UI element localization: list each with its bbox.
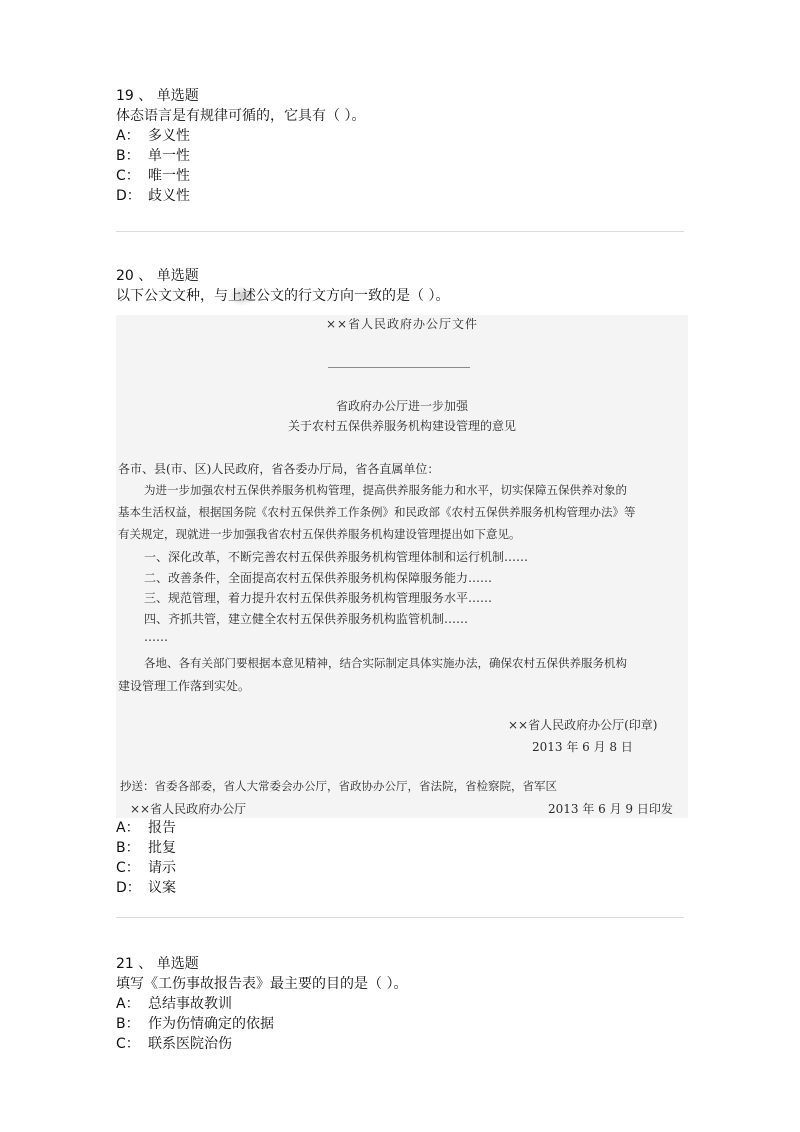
question-stem: 填写《工伤事故报告表》最主要的目的是（ ）。 [116, 976, 408, 992]
option-text: 多义性 [148, 128, 190, 144]
option-key: B： [116, 1016, 140, 1032]
doc-closing-line: 建设管理工作落到实处。 [118, 679, 251, 693]
option-text: 单一性 [148, 148, 190, 164]
option-b[interactable] [116, 1014, 686, 1034]
question-stem: 体态语言是有规律可循的，它具有（ ）。 [116, 108, 366, 124]
doc-letterhead: ××省人民政府办公厅文件 [325, 317, 479, 331]
doc-divider-line [328, 367, 470, 368]
question-header: 20 、 单选题 [116, 268, 199, 284]
option-key: C： [116, 860, 140, 876]
question-divider [116, 917, 684, 918]
option-text: 作为伤情确定的依据 [148, 1016, 274, 1032]
doc-paragraph-line: 有关规定，现就进一步加强我省农村五保供养服务机构建设管理提出如下意见。 [118, 527, 521, 541]
official-document-image [116, 315, 688, 818]
option-key: C： [116, 168, 140, 184]
question-21 [116, 954, 686, 1054]
option-b[interactable] [116, 146, 686, 166]
doc-title-line-1: 省政府办公厅进一步加强 [335, 399, 468, 413]
option-key: A： [116, 996, 140, 1012]
stem-smudged-word: 上述 [228, 288, 256, 304]
option-c[interactable] [116, 858, 686, 878]
option-b[interactable] [116, 838, 686, 858]
doc-signer: ××省人民政府办公厅(印章) [508, 718, 658, 732]
option-text: 议案 [148, 880, 176, 896]
option-d[interactable] [116, 878, 686, 898]
question-stem [116, 286, 686, 306]
doc-item: 三、规范管理，着力提升农村五保供养服务机构管理服务水平…… [144, 591, 493, 605]
doc-cc-line: 抄送：省委各部委，省人大常委会办公厅，省政协办公厅，省法院，省检察院，省军区 [120, 779, 557, 793]
option-text: 总结事故教训 [148, 996, 232, 1012]
option-d[interactable] [116, 186, 686, 206]
option-text: 联系医院治伤 [148, 1036, 232, 1052]
option-key: D： [116, 188, 141, 204]
option-a[interactable] [116, 126, 686, 146]
question-header: 19 、 单选题 [116, 88, 199, 104]
option-key: C： [116, 1036, 140, 1052]
option-text: 歧义性 [148, 188, 190, 204]
doc-sign-date: 2013 年 6 月 8 日 [532, 740, 633, 754]
option-a[interactable] [116, 818, 686, 838]
option-text: 批复 [148, 840, 176, 856]
doc-ellipsis: …… [144, 630, 168, 644]
question-20-options [116, 818, 686, 898]
option-text: 请示 [148, 860, 176, 876]
doc-paragraph-line: 为进一步加强农村五保供养服务机构管理，提高供养服务能力和水平，切实保障五保供养对象的 [144, 483, 627, 497]
doc-title-line-2: 关于农村五保供养服务机构建设管理的意见 [287, 419, 516, 433]
option-text: 报告 [148, 820, 176, 836]
doc-print-date: 2013 年 6 月 9 日印发 [548, 802, 673, 816]
question-19 [116, 86, 686, 206]
doc-item: 一、深化改革，不断完善农村五保供养服务机构管理体制和运行机制…… [144, 550, 529, 564]
doc-issuer: ××省人民政府办公厅 [130, 802, 247, 816]
option-key: D： [116, 880, 141, 896]
option-key: B： [116, 840, 140, 856]
option-c[interactable] [116, 1034, 686, 1054]
stem-part: 以下公文文种，与 [116, 288, 228, 304]
doc-item: 二、改善条件，全面提高农村五保供养服务机构保障服务能力…… [144, 571, 493, 585]
question-divider [116, 231, 684, 232]
option-text: 唯一性 [148, 168, 190, 184]
doc-addressee: 各市、县(市、区)人民政府，省各委办厅局，省各直属单位： [118, 462, 440, 476]
stem-part: 公文的行文方向一致的是（ ）。 [256, 288, 450, 304]
doc-item: 四、齐抓共管，建立健全农村五保供养服务机构监管机制…… [144, 612, 469, 626]
option-a[interactable] [116, 994, 686, 1014]
option-key: A： [116, 128, 140, 144]
question-header: 21 、 单选题 [116, 956, 199, 972]
question-20 [116, 266, 686, 306]
option-key: A： [116, 820, 140, 836]
doc-closing-line: 各地、各有关部门要根据本意见精神，结合实际制定具体实施办法，确保农村五保供养服务机构 [144, 656, 627, 670]
option-key: B： [116, 148, 140, 164]
option-c[interactable] [116, 166, 686, 186]
doc-paragraph-line: 基本生活权益，根据国务院《农村五保供养工作条例》和民政部《农村五保供养服务机构管理办法》等 [118, 505, 636, 519]
